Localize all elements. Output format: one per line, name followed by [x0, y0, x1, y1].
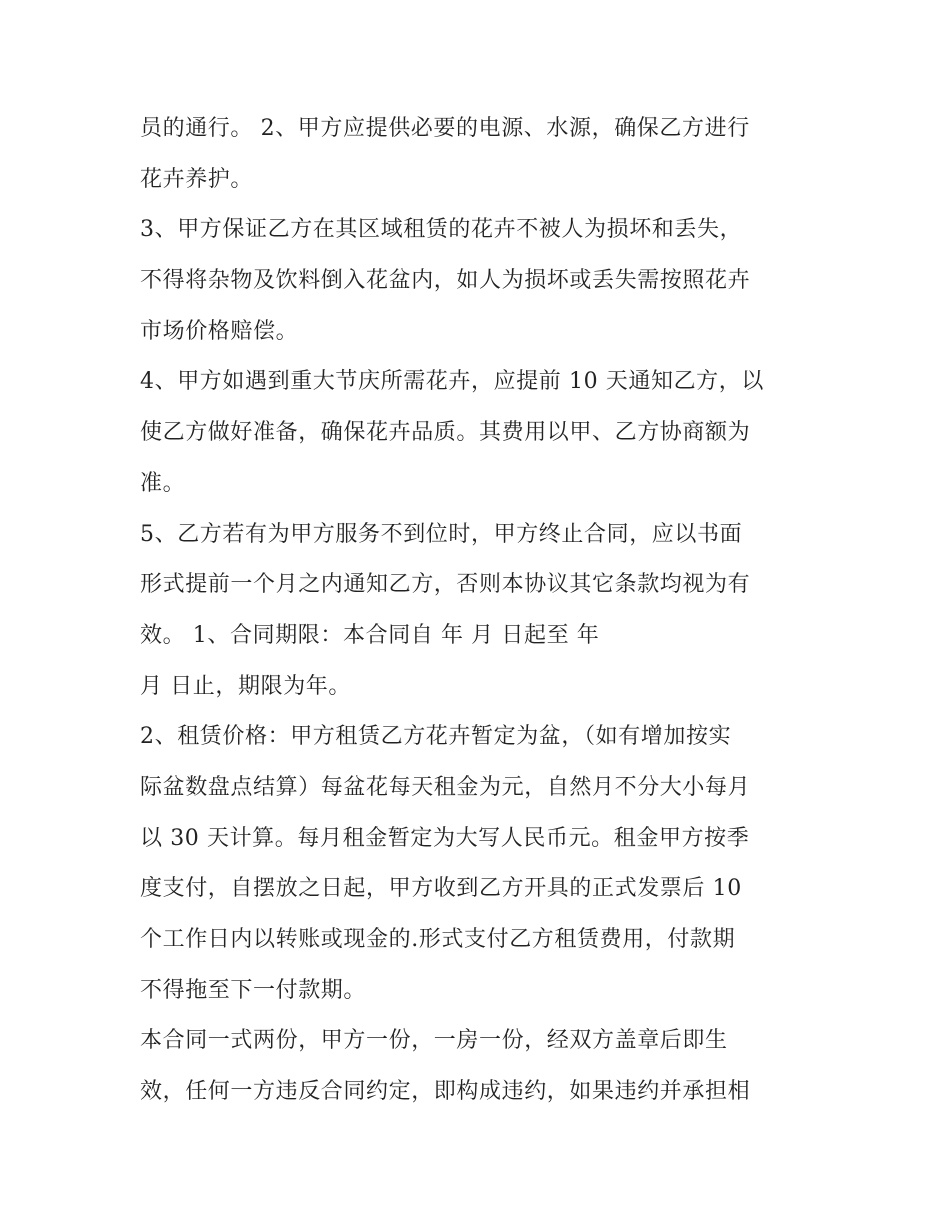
text-line: 形式提前一个月之内通知乙方，否则本协议其它条款均视为有 [140, 572, 751, 598]
text-line: 准。 [140, 470, 186, 496]
text-line: 个工作日内以转账或现金的.形式支付乙方租赁费用，付款期 [140, 927, 736, 952]
text-line: 5、乙方若有为甲方服务不到位时，甲方终止合同，应以书面 [140, 521, 743, 547]
text-line: 花卉养护。 [140, 166, 254, 192]
document-body [140, 104, 815, 1118]
text-line: 效，任何一方违反合同约定，即构成违约，如果违约并承担相 [140, 1079, 751, 1105]
text-line: 本合同一式两份，甲方一份，一房一份，经双方盖章后即生 [140, 1028, 728, 1054]
text-line: 月 日止，期限为年。 [140, 673, 351, 699]
text-line: 3、甲方保证乙方在其区域租赁的花卉不被人为损坏和丢失， [140, 217, 743, 243]
text-line: 以 30 天计算。每月租金暂定为大写人民币元。租金甲方按季 [140, 825, 750, 851]
text-line: 4、甲方如遇到重大节庆所需花卉，应提前 10 天通知乙方，以 [140, 369, 764, 395]
text-line: 2、租赁价格：甲方租赁乙方花卉暂定为盆，（如有增加按实 [140, 724, 732, 750]
text-line: 不得拖至下一付款期。 [140, 977, 367, 1003]
text-line: 使乙方做好准备，确保花卉品质。其费用以甲、乙方协商额为 [140, 420, 751, 446]
text-line: 不得将杂物及饮料倒入花盆内，如人为损坏或丢失需按照花卉 [140, 268, 751, 294]
text-line: 市场价格赔偿。 [140, 318, 299, 344]
text-line: 度支付，自摆放之日起，甲方收到乙方开具的正式发票后 10 [140, 876, 742, 902]
text-line: 员的通行。 2、甲方应提供必要的电源、水源，确保乙方进行 [140, 116, 750, 141]
text-line: 际盆数盘点结算）每盆花每天租金为元，自然月不分大小每月 [140, 774, 751, 800]
text-line: 效。 1、合同期限：本合同自 年 月 日起至 年 [140, 622, 600, 648]
